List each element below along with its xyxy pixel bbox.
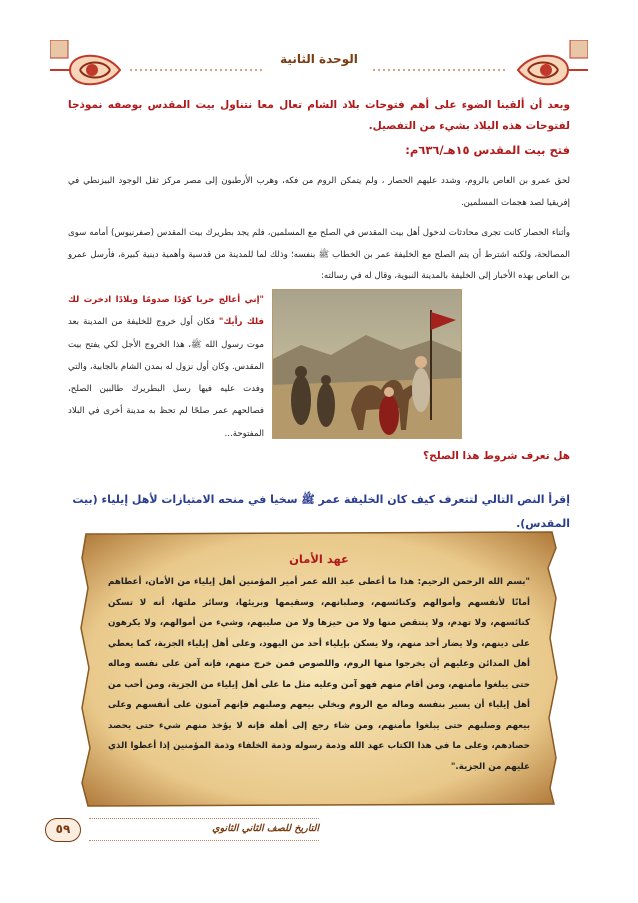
footer-top-rule (89, 818, 319, 819)
question-text: هل تعرف شروط هذا الصلح؟ (423, 450, 570, 462)
footer-bottom-rule (89, 840, 319, 841)
intro-text: وبعد أن ألقينا الضوء على أهم فتوحات بلاد الشام تعال معا نتناول بيت المقدس بوصفه نموذجا لفتوحات هذه البلاد بشيء من التفصيل. (68, 99, 570, 132)
header-ornament (50, 40, 588, 100)
paragraph-2 (68, 223, 570, 288)
covenant-scroll (78, 528, 560, 808)
unit-title: الوحدة الثانية (280, 52, 358, 66)
paragraph-2-text: وأثناء الحصار كانت تجرى محادثات لدخول أهل بيت المقدس في الصلح مع المسلمين، فلم يجد بطريرك بيت المقدس (صفرنيوس) أمامه سوى المصالحة، ولكنه اشترط أن يتم الصلح مع الخليفة عمر بن الخطاب ﷺ بنفسه؛ وذلك لما للمدينة من قدسية وأهمية دينية كبيرة، فأرسل عمرو بن العاص بهذه الأخبار إلى الخليفة بالمدينة النبوية، وقال له في رسالته: (68, 228, 570, 281)
page-footer (45, 818, 565, 848)
illustration-drawing (272, 290, 461, 439)
covenant-title: عهد الأمان (289, 552, 349, 566)
section-subtitle: فتح بيت المقدس ١٥هـ/٦٣٦م: (405, 143, 570, 157)
page-number: ٥٩ (45, 818, 81, 842)
paragraph-1: لحق عمرو بن العاص بالروم، وشدد عليهم الحصار ، ولم يتمكن الروم من فكه، وهرب الأرطبون إلى مصر مركز ثقل الوجود البيزنطي في إفريقيا لصد هجمات المسلمين. (68, 176, 570, 208)
conquest-illustration (272, 289, 462, 439)
quote-text: "إني أعالج حربا كؤدًا صدومًا وبلادًا ادخرت لك فلك رأيك" (68, 295, 264, 328)
paragraph-3 (68, 289, 264, 445)
paragraph-3-text: فكان أول خروج للخليفة من المدينة بعد موت رسول الله ﷺ، هذا الخروج الأجل لكي يفتح بيت المقدس. وكان أول نزول له بمدن الشام بالجابية، والتي وفدت عليه فيها رسل البطريرك طالبين الصلح، فصالحهم عمر صلحًا لم تحظ به مدينة أخرى في البلاد المفتوحة... (68, 317, 264, 439)
page-header (50, 40, 588, 100)
instruction-text: إقرأ النص التالي لتتعرف كيف كان الخليفة عمر ﷺ سخيا في منحه الامتيازات لأهل إيلياء (بيت المقدس). (72, 493, 570, 530)
covenant-text: "بسم الله الرحمن الرحيم: هذا ما أعطى عبد الله عمر أمير المؤمنين أهل إيلياء من الأمان، أعطاهم أمانًا لأنفسهم وأموالهم وكنائسهم، وصلبانهم، وسقيمها وبريئها، وسائر ملتها، أنه لا تسكن كنائسهم، ولا تهدم، ولا ينتقص منها ولا من حيزها ولا من صليبهم، وشيء من أموالهم، ولا يكرهون على دينهم، ولا يضار أحد منهم، ولا يسكن بإيلياء أحد من اليهود، وعلى أهل إيلياء الجزية، كما يعطي أهل المدائن وعليهم أن يخرجوا منها الروم، واللصوص فمن خرج منهم، فإنه آمن على نفسه وماله حتى يبلغوا مأمنهم، ومن أقام منهم فهو آمن وعليه مثل ما على أهل إيلياء من الجزية، ومن أحب من أهل إيلياء أن يسير بنفسه وماله مع الروم ويخلي بيعهم وصلبهم فإنهم آمنون على أنفسهم وعلى بيعهم وصلبهم حتى يبلغوا مأمنهم، ومن شاء رجع إلى أهله فإنه لا يؤخذ منهم شيء حتى يحصد حصادهم، وعلى ما في هذا الكتاب عهد الله وذمة رسوله وذمة الخلفاء وذمة المؤمنين إذا أعطوا الذي عليهم من الجزية." (108, 577, 530, 772)
footer-book-title: التاريخ للصف الثاني الثانوي (212, 823, 319, 834)
